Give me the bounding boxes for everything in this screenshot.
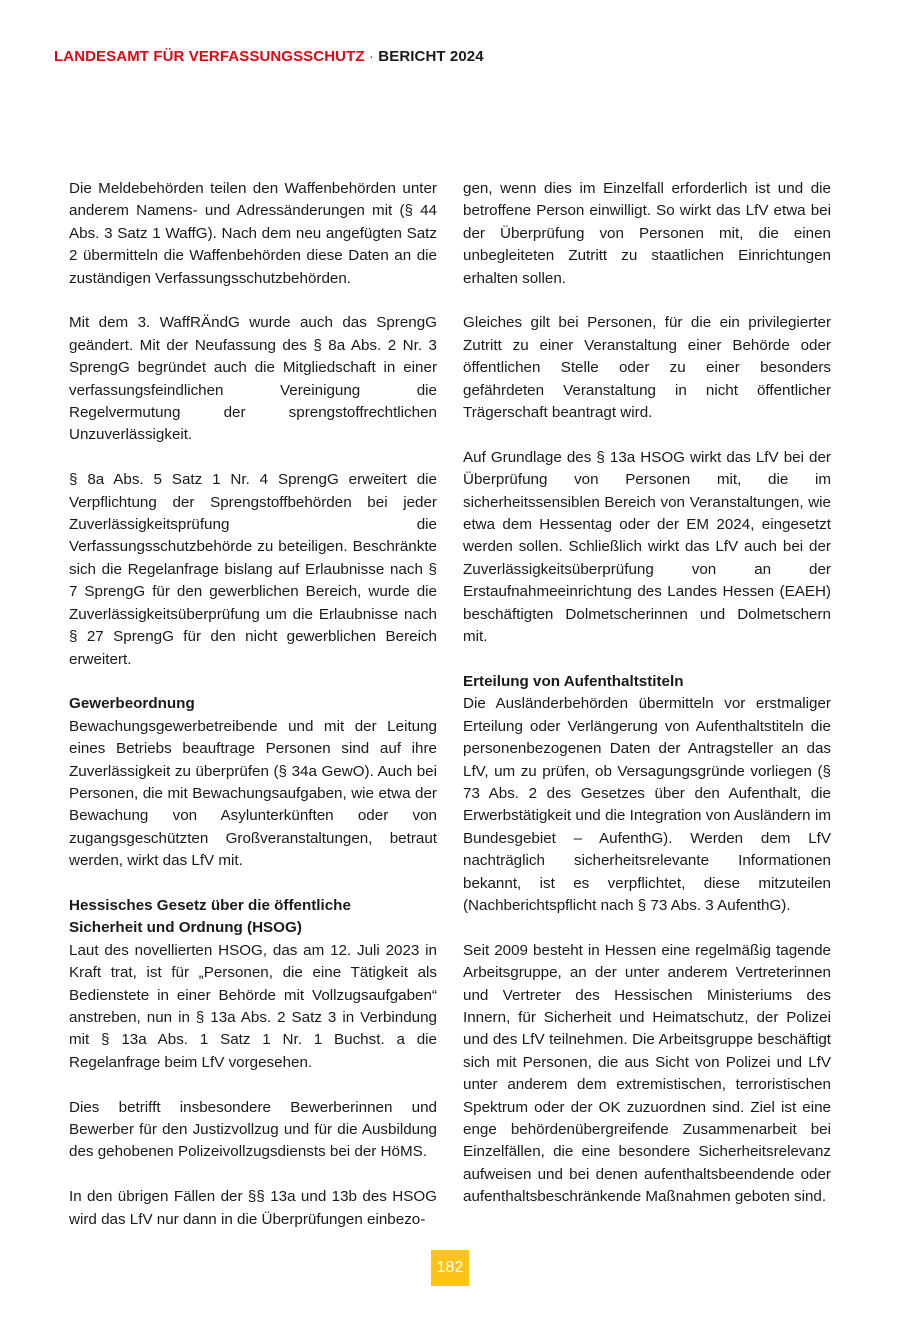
section-heading-gewerbeordnung: Gewerbeordnung <box>69 695 195 713</box>
running-header <box>54 48 484 65</box>
paragraph: § 8a Abs. 5 Satz 1 Nr. 4 SprengG erweitert die Verpflichtung der Sprengstoffbehörden bei jeder Zuverlässigkeitsprüfung die Verfassungsschutzbehörde zu beteiligen. Beschränkte sich die Regelanfrage bislang auf Erlaubnisse nach § 7 SprengG für den gewerblichen Bereich, wurde die Zuverlässigkeitsüberprüfung um die Erlaubnisse nach § 27 SprengG für den nicht gewerblichen Bereich erweitert. <box>69 471 437 668</box>
header-separator: · <box>368 48 374 65</box>
paragraph: Die Ausländerbehörden übermitteln vor erstmaliger Erteilung oder Verlängerung von Aufenthaltstiteln die personenbezogenen Daten der Antragsteller an das LfV, um zu prüfen, ob Versagungsgründe vorliegen (§ 73 Abs. 2 des Gesetzes über den Aufenthalt, die Erwerbstätigkeit und die Integration von Ausländern im Bundesgebiet – AufenthG). Werden dem LfV nachträglich sicherheitsrelevante Informationen bekannt, ist es verpflichtet, diese mitzuteilen (Nachberichtspflicht nach § 73 Abs. 3 AufenthG). <box>463 695 831 914</box>
page-number-badge: 182 <box>431 1250 469 1286</box>
left-column <box>69 178 437 1253</box>
paragraph: Die Meldebehörden teilen den Waffenbehörden unter anderem Namens- und Adressänderungen mit (§ 44 Abs. 3 Satz 1 WaffG). Nach dem neu angefügten Satz 2 übermitteln die Waffenbehörden diese Daten an die zuständigen Verfassungsschutzbehörden. <box>69 180 437 287</box>
right-column <box>463 178 831 1231</box>
section-heading-hsog-line-2: Sicherheit und Ordnung (HSOG) <box>69 919 302 937</box>
section-heading-aufenthaltstitel: Erteilung von Aufenthaltstiteln <box>463 672 684 690</box>
paragraph: Laut des novellierten HSOG, das am 12. Juli 2023 in Kraft trat, ist für „Personen, die eine Tätigkeit als Bedienstete in einer Behörde mit Vollzugsaufgaben“ anstreben, nun in § 13a Abs. 2 Satz 3 in Verbindung mit § 13a Abs. 1 Satz 1 Nr. 1 Buchst. a die Regelanfrage beim LfV vorgesehen. <box>69 941 437 1071</box>
header-organization: LANDESAMT FÜR VERFASSUNGSSCHUTZ <box>54 48 365 65</box>
section-heading-hsog <box>69 895 437 940</box>
paragraph: Mit dem 3. WaffRÄndG wurde auch das SprengG geändert. Mit der Neufassung des § 8a Abs. 2 Nr. 3 SprengG begründet auch die Mitgliedschaft in einer verfassungsfeindlichen Vereinigung die Regelvermutung der sprengstoffrechtlichen Unzuverlässigkeit. <box>69 314 437 444</box>
header-report-title: BERICHT 2024 <box>378 48 484 65</box>
section-heading-hsog-line-1: Hessisches Gesetz über die öffentliche <box>69 896 351 914</box>
paragraph: Seit 2009 besteht in Hessen eine regelmäßig tagende Arbeitsgruppe, an der unter anderem Vertreterinnen und Vertreter des Hessischen Ministeriums des Innern, für Sicherheit und Heimatschutz, der Polizei und des LfV teilnehmen. Die Arbeitsgruppe beschäftigt sich mit Personen, die aus Sicht von Polizei und LfV unter anderem dem extremistischen, terroristischen Spektrum oder der OK zuzuordnen sind. Ziel ist eine enge behördenübergreifende Zusammenarbeit bei Einzelfällen, die eine besondere Sicherheitsrelevanz aufweisen und bei denen aufenthaltsbeendende oder aufenthaltsbeschränkende Maßnahmen geboten sind. <box>463 941 831 1206</box>
paragraph: In den übrigen Fällen der §§ 13a und 13b des HSOG wird das LfV nur dann in die Überprüfungen einbezo- <box>69 1188 437 1228</box>
paragraph: Gleiches gilt bei Personen, für die ein privilegierter Zutritt zu einer Veranstaltung einer Behörde oder öffentlichen Stelle oder zu einer besonders gefährdeten Veranstaltung in nicht öffentlicher Trägerschaft beantragt wird. <box>463 314 831 422</box>
paragraph: Auf Grundlage des § 13a HSOG wirkt das LfV bei der Überprüfung von Personen mit, die im sicherheitssensiblen Bereich von Veranstaltungen, wie etwa dem Hessentag oder der EM 2024, eingesetzt werden sollen. Schließlich wirkt das LfV auch bei der Zuverlässigkeitsüberprüfung von an der Erstaufnahmeeinrichtung des Landes Hessen (EAEH) beschäftigten Dolmetscherinnen und Dolmetschern mit. <box>463 448 831 646</box>
paragraph: Dies betrifft insbesondere Bewerberinnen und Bewerber für den Justizvollzug und für die Ausbildung des gehobenen Polizeivollzugsdiensts bei der HöMS. <box>69 1098 437 1161</box>
paragraph: gen, wenn dies im Einzelfall erforderlich ist und die betroffene Person einwilligt. So wirkt das LfV etwa bei der Überprüfung von Personen mit, die einen unbegleiteten Zutritt zu staatlichen Einrichtungen erhalten sollen. <box>463 180 831 287</box>
paragraph: Bewachungsgewerbetreibende und mit der Leitung eines Betriebs beauftrage Personen sind auf ihre Zuverlässigkeit zu überprüfen (§ 34a GewO). Auch bei Personen, die mit Bewachungsaufgaben, wie etwa der Bewachung von Asylunterkünften oder von zugangsgeschützten Großveranstaltungen, betraut werden, wirkt das LfV mit. <box>69 717 437 870</box>
